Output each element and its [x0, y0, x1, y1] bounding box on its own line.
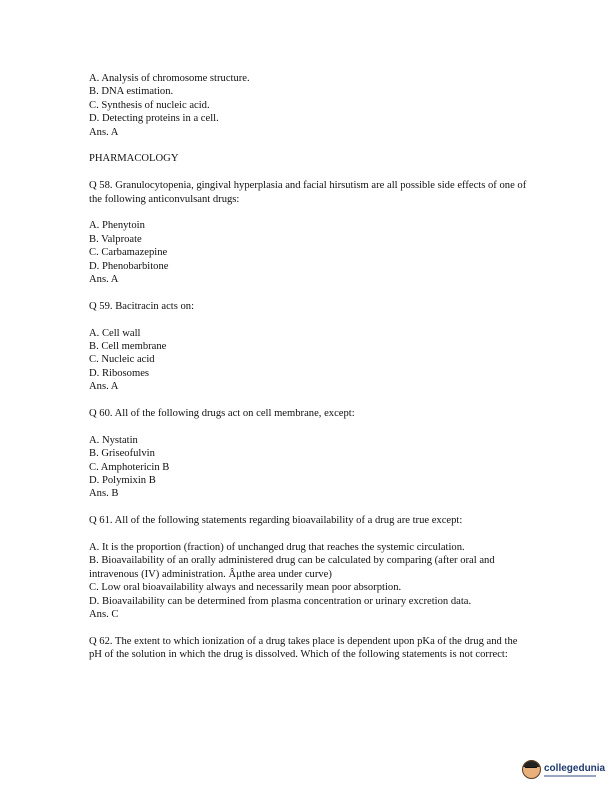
option: D. Ribosomes — [89, 367, 150, 379]
option: D. Polymixin B — [89, 475, 156, 487]
answer: Ans. A — [89, 126, 119, 138]
option: D. Detecting proteins in a cell. — [89, 113, 219, 125]
section-heading: PHARMACOLOGY — [89, 153, 179, 165]
question-text: Q 62. The extent to which ionization of a drug takes place is dependent upon pKa of the drug and the pH of the solution in which the drug is dissolved. Which of the following statements is not correct: — [89, 635, 518, 661]
option: C. Nucleic acid — [89, 354, 155, 366]
option: A. Nystatin — [89, 434, 138, 446]
option: A. Analysis of chromosome structure. — [89, 73, 250, 84]
answer: Ans. A — [89, 274, 119, 286]
option: C. Low oral bioavailability always and necessarily mean poor absorption. — [89, 582, 402, 594]
answer: Ans. C — [89, 609, 119, 621]
mascot-icon — [522, 760, 541, 779]
question-text: Q 60. All of the following drugs act on cell membrane, except: — [89, 408, 355, 420]
answer: Ans. A — [89, 381, 119, 393]
option: B. Valproate — [89, 233, 142, 245]
collegedunia-logo — [522, 760, 605, 779]
option: B. Cell membrane — [89, 341, 167, 353]
option: D. Bioavailability can be determined from plasma concentration or urinary excretion data. — [89, 595, 472, 607]
prev-question-options — [89, 72, 529, 139]
question-61 — [89, 514, 529, 621]
logo-text: collegedunia — [544, 762, 606, 774]
answer: Ans. B — [89, 488, 119, 500]
option: C. Synthesis of nucleic acid. — [89, 99, 210, 111]
document-page — [89, 72, 529, 662]
question-text: Q 58. Granulocytopenia, gingival hyperplasia and facial hirsutism are all possible side effects of one of the following anticonvulsant drugs: — [89, 180, 527, 205]
option: D. Phenobarbitone — [89, 260, 169, 272]
option: B. DNA estimation. — [89, 86, 174, 98]
question-60 — [89, 407, 529, 501]
option: A. Phenytoin — [89, 220, 145, 232]
option: C. Carbamazepine — [89, 247, 168, 259]
question-58 — [89, 179, 529, 286]
question-59 — [89, 300, 529, 394]
option: B. Griseofulvin — [89, 448, 155, 460]
question-text: Q 61. All of the following statements regarding bioavailability of a drug are true except: — [89, 515, 463, 527]
question-text: Q 59. Bacitracin acts on: — [89, 300, 195, 312]
option: A. It is the proportion (fraction) of unchanged drug that reaches the systemic circulation. — [89, 542, 465, 554]
option: B. Bioavailability of an orally administered drug can be calculated by comparing (after oral and intravenous (IV) administration. Âµthe area under curve) — [89, 555, 495, 580]
option: C. Amphotericin B — [89, 461, 170, 473]
logo-tagline-bar — [544, 775, 596, 777]
option: A. Cell wall — [89, 327, 141, 339]
question-62 — [89, 635, 529, 662]
